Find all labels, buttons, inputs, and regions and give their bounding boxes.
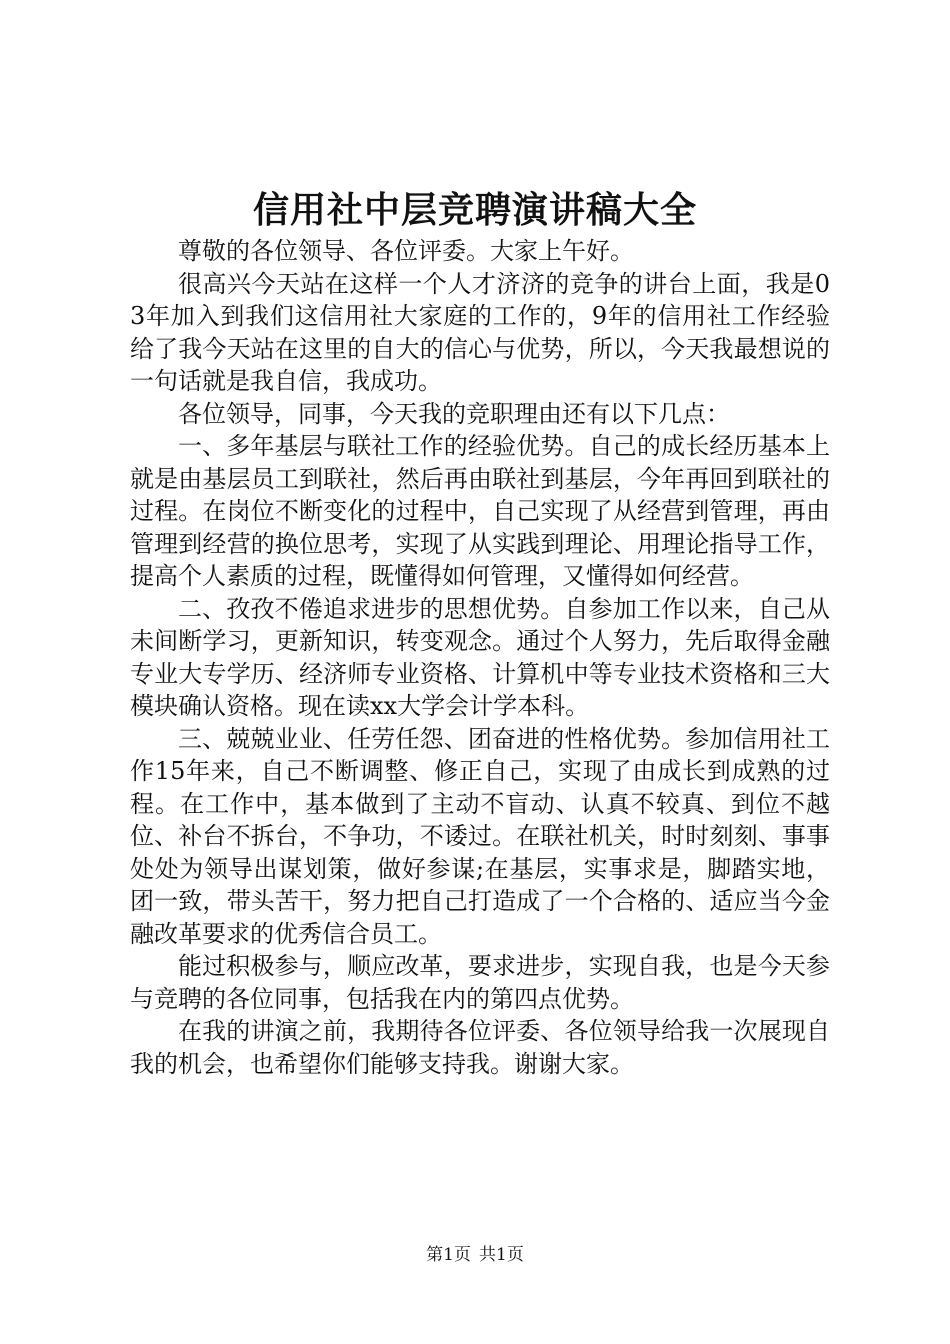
document-title: 信用社中层竞聘演讲稿大全: [252, 189, 697, 231]
page-number: 第1页: [426, 1245, 471, 1265]
page-total: 共1页: [479, 1245, 524, 1265]
paragraph-intro: 很高兴今天站在这样一个人才济济的竞争的讲台上面，我是03年加入到我们这信用社大家庭的工作的，9年的信用社工作经验给了我今天站在这里的自大的信心与优势，所以，今天我最想说的一句话就是我自信，我成功。: [130, 269, 830, 395]
paragraph-point-three: 三、兢兢业业、任劳任怨、团奋进的性格优势。参加信用社工作15年来，自己不断调整、修正自己，实现了由成长到成熟的过程。在工作中，基本做到了主动不盲动、认真不较真、到位不越位、补台不拆台，不争功，不诿过。在联社机关，时时刻刻、事事处处为领导出谋划策，做好参谋;在基层，实事求是，脚踏实地，团一致，带头苦干，努力把自己打造成了一个合格的、适应当今金融改革要求的优秀信合员工。: [130, 724, 830, 948]
paragraph-greeting: 尊敬的各位领导、各位评委。大家上午好。: [178, 237, 634, 265]
paragraph-point-two: 二、孜孜不倦追求进步的思想优势。自参加工作以来，自己从未间断学习，更新知识，转变观念。通过个人努力，先后取得金融专业大专学历、经济师专业资格、计算机中等专业技术资格和三大模块确认资格。现在读xx大学会计学本科。: [130, 594, 830, 720]
document-body: [130, 235, 830, 1080]
paragraph-point-four: 能过积极参与，顺应改革，要求进步，实现自我，也是今天参与竞聘的各位同事，包括我在内的第四点优势。: [130, 952, 830, 1013]
paragraph-reasons-lead: 各位领导，同事，今天我的竞职理由还有以下几点：: [178, 399, 730, 428]
paragraph-closing: 在我的讲演之前，我期待各位评委、各位领导给我一次展现自我的机会，也希望你们能够支持我。谢谢大家。: [130, 1017, 830, 1078]
page-footer: [0, 1244, 950, 1266]
paragraph-point-one: 一、多年基层与联社工作的经验优势。自己的成长经历基本上就是由基层员工到联社，然后再由联社到基层，今年再回到联社的过程。在岗位不断变化的过程中，自己实现了从经营到管理，再由管理到经营的换位思考，实现了从实践到理论、用理论指导工作，提高个人素质的过程，既懂得如何管理，又懂得如何经营。: [130, 432, 830, 590]
